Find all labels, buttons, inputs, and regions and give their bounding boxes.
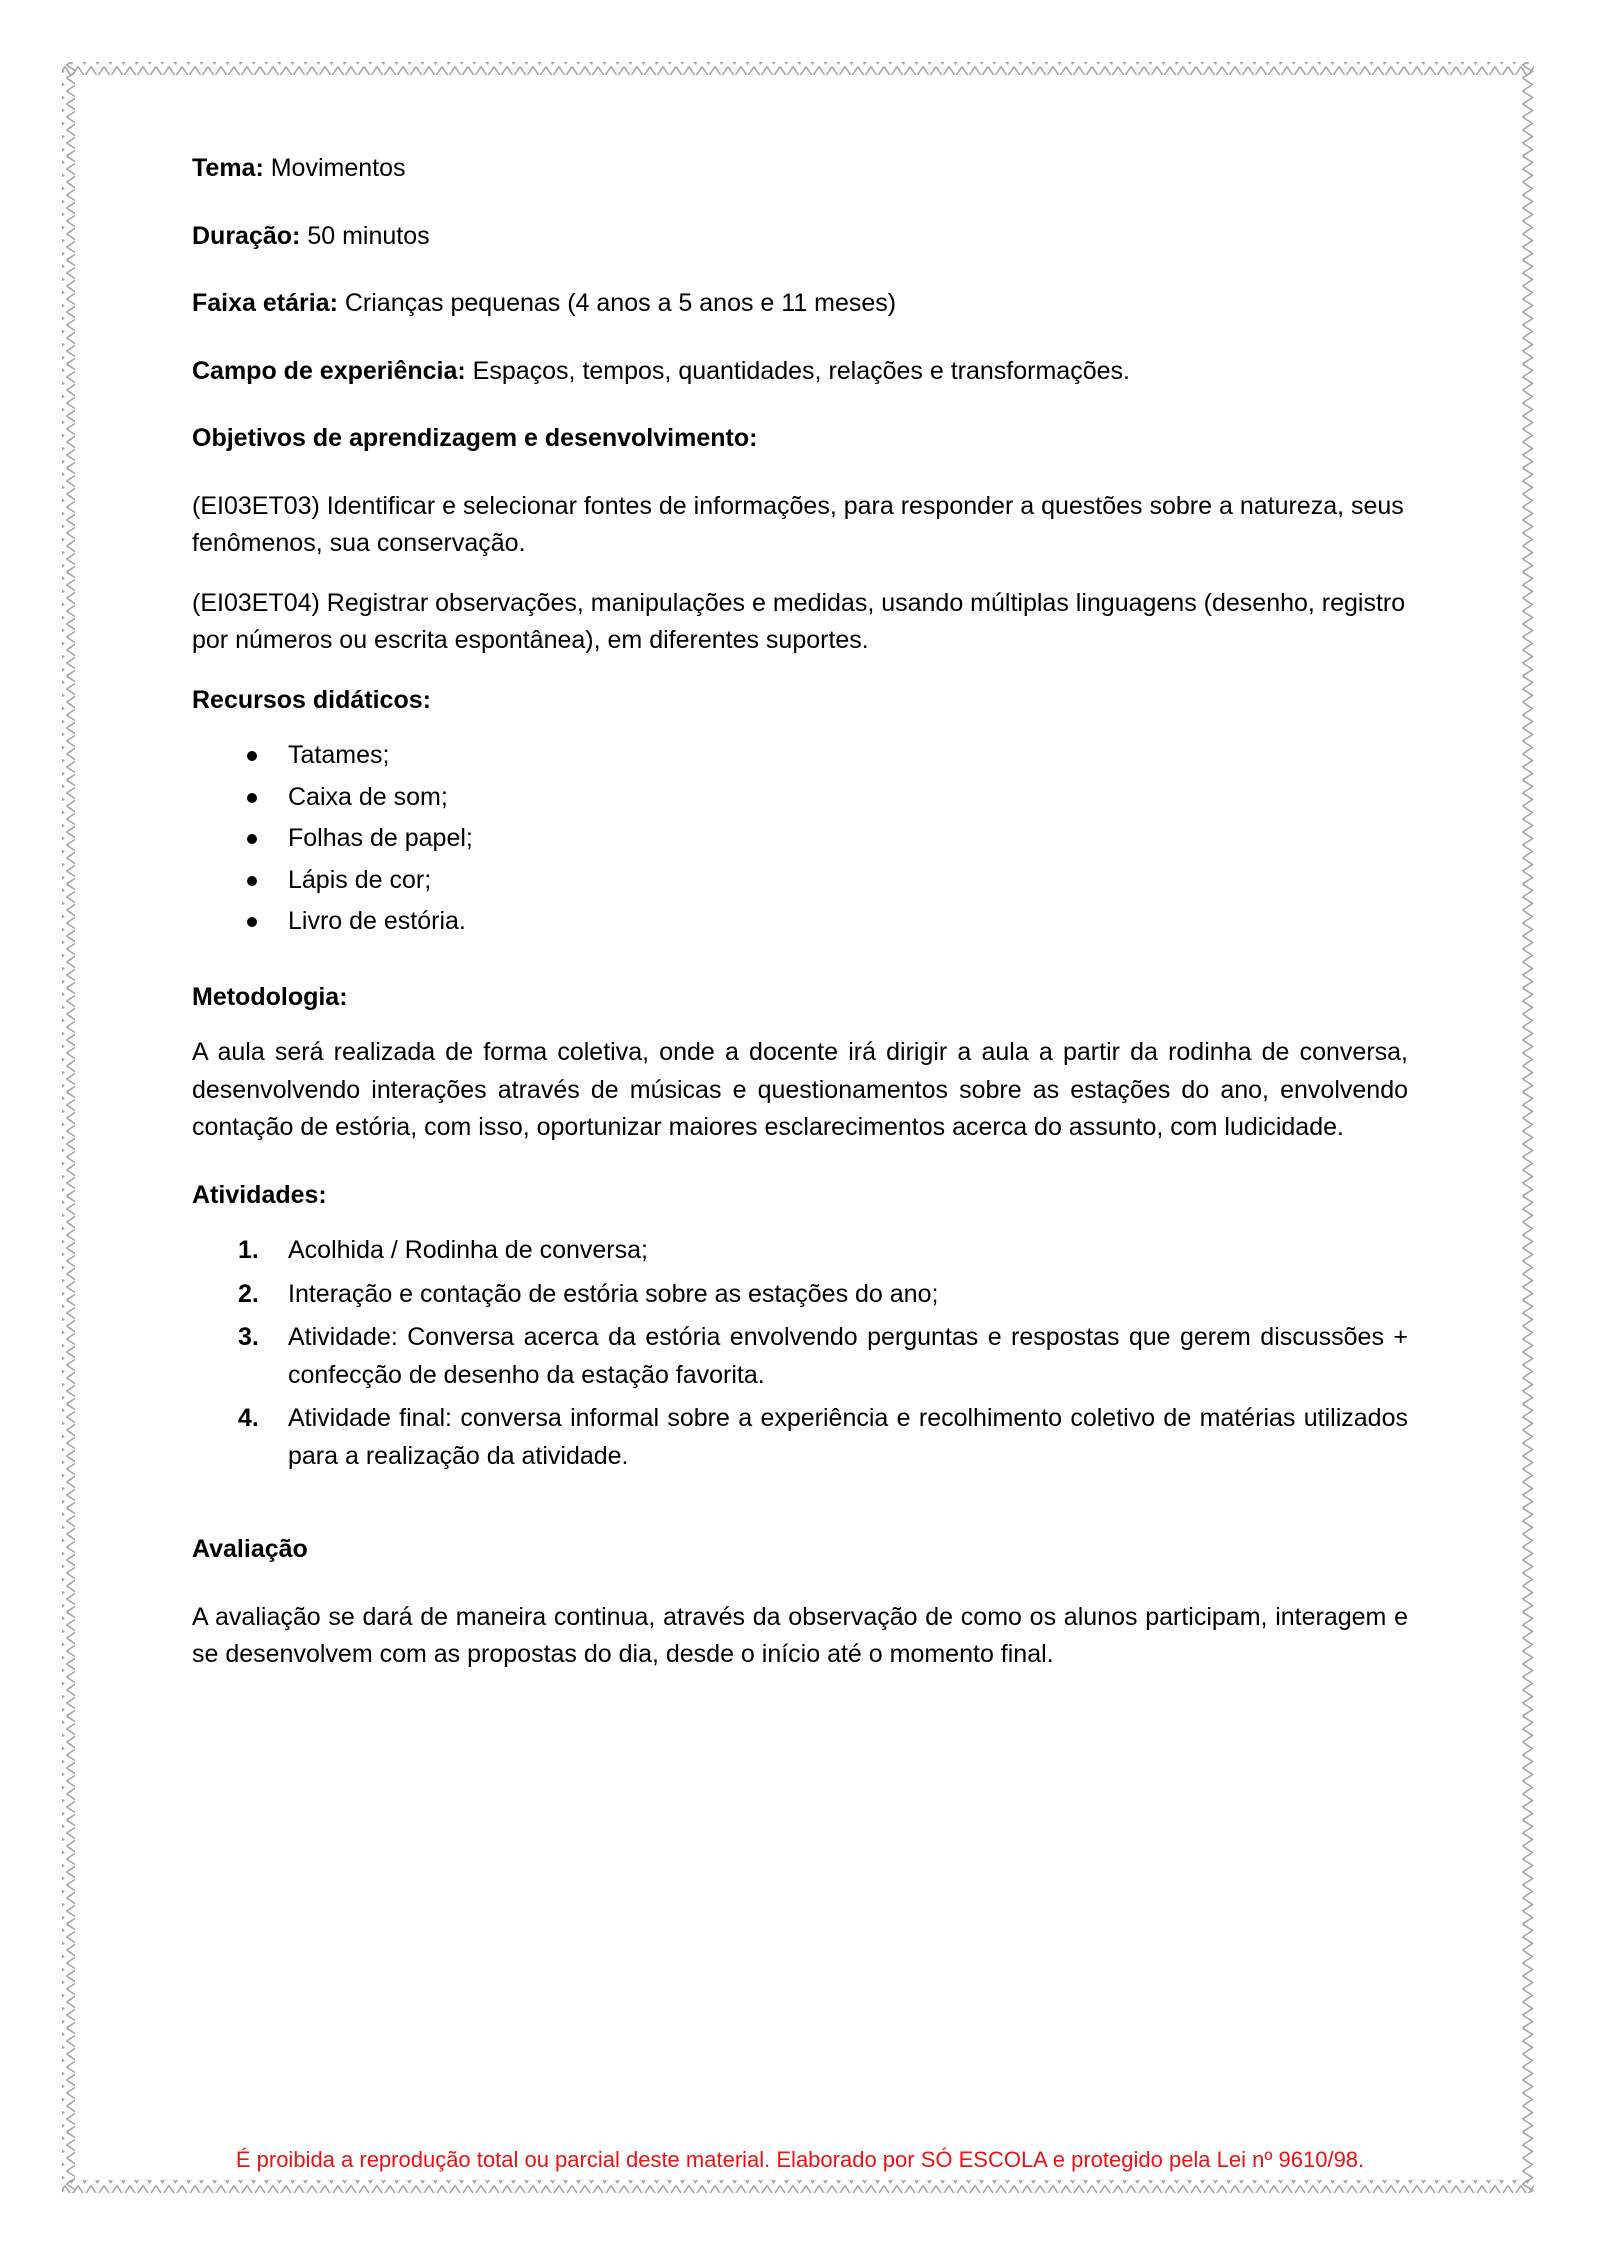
objective-paragraph-1: (EI03ET03) Identificar e selecionar fontes de informações, para responder a questões sobre a natureza, seus fenômenos, sua conservação.	[192, 491, 1404, 557]
field-tema	[192, 150, 1408, 188]
field-duracao-value: 50 minutos	[300, 221, 430, 250]
border-top	[62, 62, 1534, 75]
field-campo-experiencia-value: Espaços, tempos, quantidades, relações e transformações.	[465, 356, 1130, 385]
resource-item	[192, 903, 1408, 941]
border-bottom	[62, 2180, 1534, 2193]
resource-item	[192, 737, 1408, 775]
activity-item: Acolhida / Rodinha de conversa;	[288, 1236, 648, 1264]
bullet-icon	[247, 834, 257, 844]
heading-atividades: Atividades:	[192, 1180, 327, 1209]
resources-list	[192, 737, 1408, 941]
field-campo-experiencia-label: Campo de experiência:	[192, 356, 466, 385]
resource-item-text: Lápis de cor;	[288, 865, 432, 894]
copyright-text: É proibida a reprodução total ou parcial deste material. Elaborado por SÓ ESCOLA e protegido pela Lei nº 9610/98.	[235, 2147, 1365, 2172]
field-tema-value: Movimentos	[263, 154, 406, 182]
resource-item-text: Folhas de papel;	[288, 824, 473, 852]
bullet-icon	[247, 751, 257, 761]
resource-item-text: Tatames;	[288, 741, 390, 769]
methodology-paragraph: A aula será realizada de forma coletiva, onde a docente irá dirigir a aula a partir da rodinha de conversa, desenvolvendo interações através de músicas e questionamentos sobre as estações do ano, envolvendo contação de estória, com isso, oportunizar maiores esclarecimentos acerca do assunto, com ludicidade.	[192, 1038, 1408, 1141]
field-tema-label: Tema:	[192, 154, 264, 182]
field-faixa-etaria-label: Faixa etária:	[192, 289, 338, 317]
bullet-icon	[247, 876, 257, 886]
field-faixa-etaria-value: Crianças pequenas (4 anos a 5 anos e 11 meses)	[337, 289, 897, 317]
resource-item	[192, 862, 1408, 900]
copyright-footer	[0, 2146, 1600, 2174]
activity-item: Interação e contação de estória sobre as estações do ano;	[288, 1279, 939, 1308]
activities-list	[192, 1232, 1408, 1475]
field-duracao	[192, 218, 1408, 256]
objective-paragraph-2: (EI03ET04) Registrar observações, manipulações e medidas, usando múltiplas linguagens (desenho, registro por números ou escrita espontânea), em diferentes suportes.	[192, 588, 1406, 654]
heading-recursos: Recursos didáticos:	[192, 685, 431, 714]
heading-avaliacao: Avaliação	[192, 1535, 308, 1563]
heading-objetivos: Objetivos de aprendizagem e desenvolvimento:	[192, 424, 758, 452]
resource-item	[192, 820, 1408, 858]
activity-item: Atividade final: conversa informal sobre a experiência e recolhimento coletivo de matérias utilizados para a realização da atividade.	[288, 1404, 1408, 1470]
resource-item	[192, 779, 1408, 817]
bullet-icon	[247, 917, 257, 927]
evaluation-paragraph: A avaliação se dará de maneira continua, através da observação de como os alunos participam, interagem e se desenvolvem com as propostas do dia, desde o início até o momento final.	[192, 1602, 1408, 1668]
border-left	[62, 62, 75, 2193]
field-faixa-etaria	[192, 285, 1408, 323]
field-duracao-label: Duração:	[192, 221, 301, 250]
border-right	[1521, 62, 1534, 2193]
activity-item: Atividade: Conversa acerca da estória envolvendo perguntas e respostas que gerem discussões + confecção de desenho da estação favorita.	[288, 1323, 1408, 1389]
resource-item-text: Caixa de som;	[288, 782, 448, 811]
heading-metodologia: Metodologia:	[192, 982, 348, 1011]
document-body	[192, 150, 1408, 1704]
bullet-icon	[247, 793, 257, 803]
field-campo-experiencia	[192, 353, 1408, 391]
resource-item-text: Livro de estória.	[288, 907, 466, 935]
